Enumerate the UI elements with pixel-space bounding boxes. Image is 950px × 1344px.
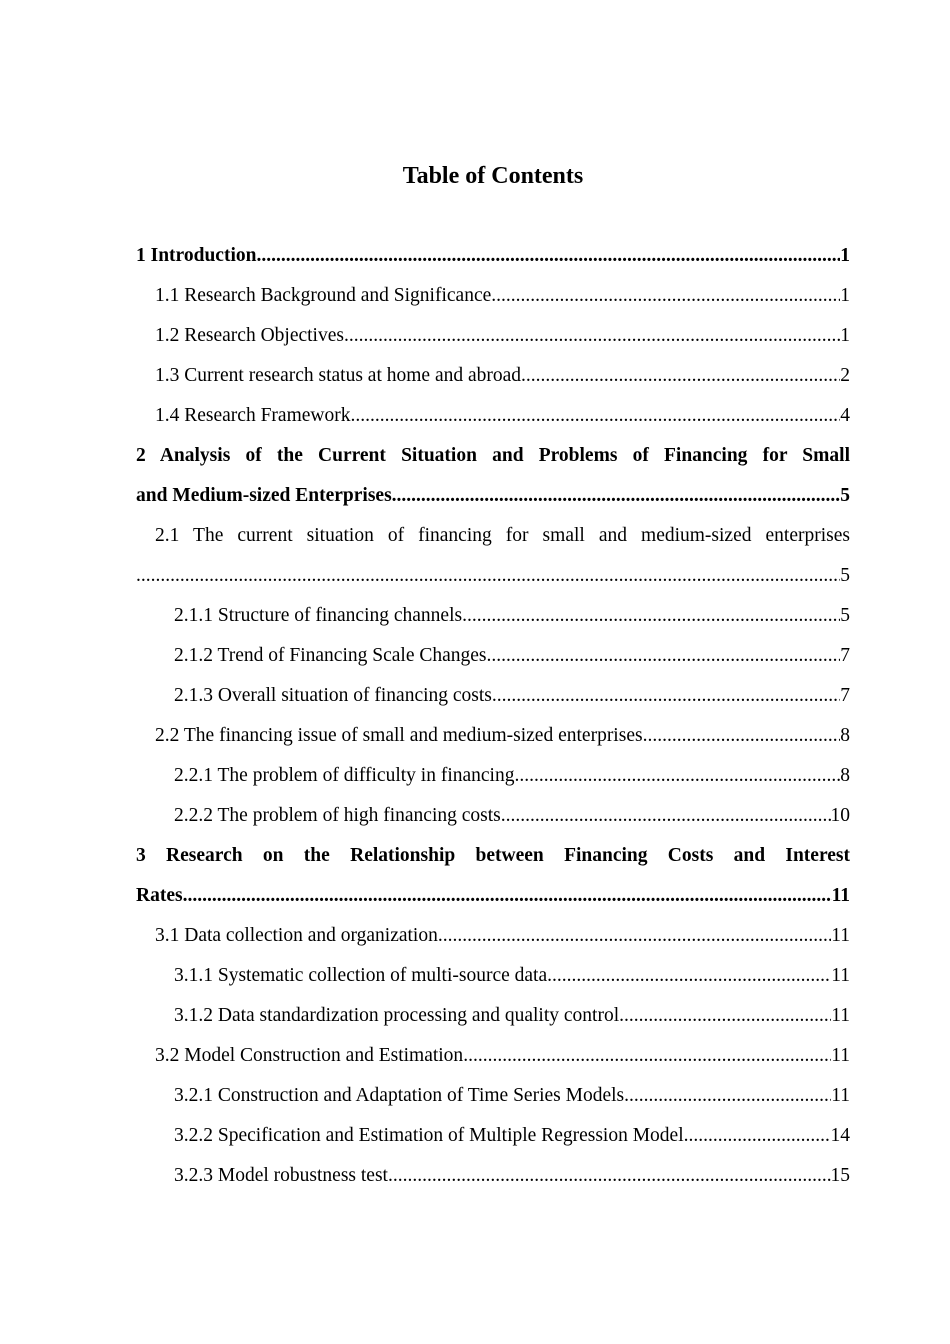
toc-page-number: 11 — [831, 1005, 850, 1026]
dot-leader — [547, 956, 831, 996]
toc-page-number: 11 — [831, 965, 850, 986]
toc-entry-1-2[interactable] — [136, 316, 850, 356]
dot-leader — [183, 876, 832, 916]
toc-entry-label: 1.2 Research Objectives — [155, 325, 344, 346]
toc-title: Table of Contents — [402, 163, 584, 189]
dot-leader — [643, 716, 841, 756]
toc-entry-2-line1[interactable]: 2 Analysis of the Current Situation and Problems of Financing for Small — [136, 445, 850, 466]
toc-entry-label: 2.2 The financing issue of small and medium-sized enterprises — [155, 725, 643, 746]
dot-leader — [350, 396, 840, 436]
toc-entry-3-line1[interactable]: 3 Research on the Relationship between Financing Costs and Interest — [136, 845, 850, 866]
dot-leader — [619, 996, 831, 1036]
toc-page-number: 4 — [840, 405, 850, 426]
toc-entry-label: 1 Introduction — [136, 245, 257, 266]
toc-entry-3[interactable] — [136, 876, 850, 916]
dot-leader — [256, 236, 840, 276]
toc-entry-2-2-2[interactable] — [136, 796, 850, 836]
dot-leader — [392, 476, 841, 516]
toc-entry-label: 2.2.1 The problem of difficulty in financing — [174, 765, 515, 786]
toc-entry-label: 1.4 Research Framework — [155, 405, 351, 426]
table-of-contents — [136, 236, 850, 1196]
dot-leader — [388, 1156, 831, 1196]
toc-page-number: 11 — [831, 925, 850, 946]
toc-page-number: 1 — [840, 245, 850, 266]
toc-entry-3-2-1[interactable] — [136, 1076, 850, 1116]
toc-page-number: 10 — [830, 805, 850, 826]
toc-entry-3-1-2[interactable] — [136, 996, 850, 1036]
toc-page-number: 8 — [840, 765, 850, 786]
toc-entry-label: 3.1.1 Systematic collection of multi-source data — [174, 965, 548, 986]
toc-entry-3-1[interactable] — [136, 916, 850, 956]
toc-entry-label: 3.2.3 Model robustness test — [174, 1165, 388, 1186]
dot-leader — [136, 556, 840, 596]
toc-entry-2[interactable] — [136, 476, 850, 516]
dot-leader — [501, 796, 831, 836]
dot-leader — [487, 636, 841, 676]
dot-leader — [491, 276, 840, 316]
toc-entry-label: 2.1.2 Trend of Financing Scale Changes — [174, 645, 487, 666]
toc-entry-label: 3.1 Data collection and organization — [155, 925, 438, 946]
dot-leader — [462, 596, 840, 636]
toc-entry-2-1-3[interactable] — [136, 676, 850, 716]
dot-leader — [684, 1116, 831, 1156]
dot-leader — [438, 916, 831, 956]
toc-entry-label: 3.2 Model Construction and Estimation — [155, 1045, 464, 1066]
toc-entry-label: 3.2.2 Specification and Estimation of Multiple Regression Model — [174, 1125, 684, 1146]
toc-entry-2-1[interactable] — [136, 556, 850, 596]
dot-leader — [463, 1036, 831, 1076]
toc-entry-3-2-3[interactable] — [136, 1156, 850, 1196]
toc-entry-1-3[interactable] — [136, 356, 850, 396]
dot-leader — [344, 316, 840, 356]
toc-page-number: 11 — [831, 885, 850, 906]
dot-leader — [521, 356, 840, 396]
dot-leader — [514, 756, 840, 796]
toc-entry-3-2[interactable] — [136, 1036, 850, 1076]
toc-entry-label: 3.1.2 Data standardization processing and quality control — [174, 1005, 620, 1026]
toc-page-number: 7 — [840, 685, 850, 706]
toc-page-number: 14 — [830, 1125, 850, 1146]
toc-page-number: 15 — [830, 1165, 850, 1186]
toc-entry-label: and Medium-sized Enterprises — [136, 485, 392, 506]
toc-page-number: 5 — [840, 605, 850, 626]
toc-entry-3-1-1[interactable] — [136, 956, 850, 996]
toc-entry-label: 3.2.1 Construction and Adaptation of Time Series Models — [174, 1085, 625, 1106]
toc-page-number: 5 — [840, 565, 850, 586]
toc-entry-label: Rates — [136, 885, 183, 906]
toc-page-number: 1 — [840, 285, 850, 306]
toc-entry-label: 2.2.2 The problem of high financing costs — [174, 805, 501, 826]
toc-page-number: 2 — [840, 365, 850, 386]
toc-entry-2-2-1[interactable] — [136, 756, 850, 796]
toc-page-number: 1 — [840, 325, 850, 346]
toc-entry-3-2-2[interactable] — [136, 1116, 850, 1156]
toc-entry-label: 1.3 Current research status at home and abroad — [155, 365, 522, 386]
toc-entry-2-1-2[interactable] — [136, 636, 850, 676]
toc-entry-2-2[interactable] — [136, 716, 850, 756]
toc-entry-2-1-line1[interactable]: 2.1 The current situation of financing for small and medium-sized enterprises — [155, 525, 850, 546]
toc-entry-1-4[interactable] — [136, 396, 850, 436]
toc-entry-1[interactable] — [136, 236, 850, 276]
toc-page-number: 5 — [840, 485, 850, 506]
dot-leader — [492, 676, 840, 716]
toc-entry-label: 2.1.3 Overall situation of financing costs — [174, 685, 492, 706]
toc-page-number: 8 — [840, 725, 850, 746]
toc-page-number: 11 — [831, 1045, 850, 1066]
dot-leader — [624, 1076, 831, 1116]
toc-page-number: 7 — [840, 645, 850, 666]
toc-entry-label: 1.1 Research Background and Significance — [155, 285, 492, 306]
toc-page-number: 11 — [831, 1085, 850, 1106]
toc-entry-1-1[interactable] — [136, 276, 850, 316]
toc-entry-label: 2.1.1 Structure of financing channels — [174, 605, 463, 626]
toc-entry-2-1-1[interactable] — [136, 596, 850, 636]
